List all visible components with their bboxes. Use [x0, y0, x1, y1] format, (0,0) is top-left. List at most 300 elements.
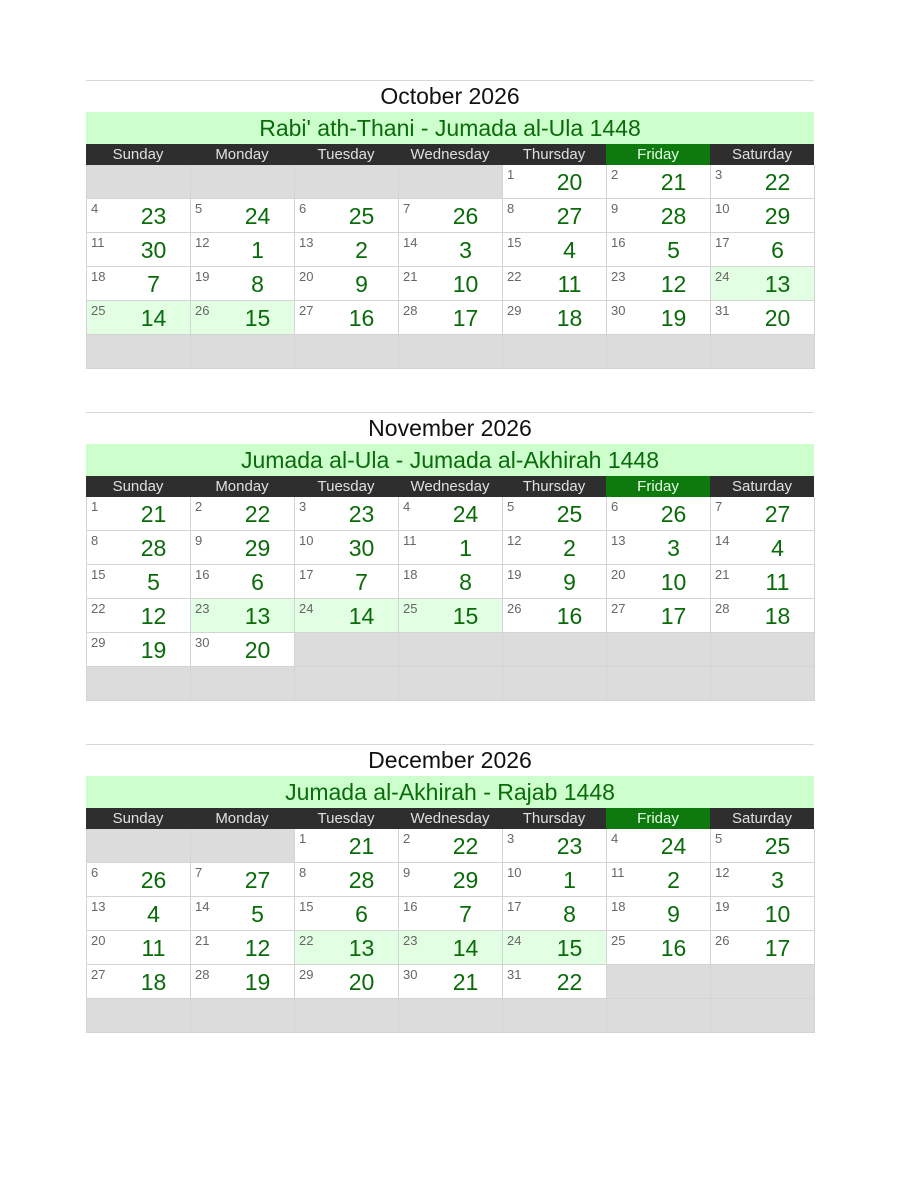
day-cell [295, 301, 399, 335]
day-cell [399, 233, 503, 267]
day-cell [295, 199, 399, 233]
hijri-day-number: 11 [765, 569, 790, 595]
day-cell [503, 829, 607, 863]
hijri-day-number: 5 [251, 901, 264, 927]
day-grid [86, 829, 814, 1033]
hijri-day-number: 4 [771, 535, 784, 561]
gregorian-day-number: 28 [403, 303, 418, 318]
highlighted-day-cell [191, 301, 295, 335]
hijri-day-number: 26 [660, 501, 687, 527]
empty-day-cell [295, 165, 399, 199]
hijri-day-number: 25 [556, 501, 583, 527]
day-cell [399, 565, 503, 599]
gregorian-day-number: 25 [403, 601, 418, 616]
gregorian-day-number: 19 [715, 899, 730, 914]
empty-day-cell [87, 667, 191, 701]
gregorian-day-number: 17 [507, 899, 522, 914]
hijri-month-title: Jumada al-Ula - Jumada al-Akhirah 1448 [86, 444, 814, 476]
hijri-day-number: 12 [244, 935, 271, 961]
highlighted-day-cell [295, 599, 399, 633]
day-cell [711, 199, 815, 233]
highlighted-day-cell [503, 931, 607, 965]
weekday-friday: Friday [606, 144, 710, 165]
hijri-day-number: 18 [140, 969, 167, 995]
hijri-day-number: 28 [348, 867, 375, 893]
gregorian-day-number: 4 [403, 499, 411, 514]
empty-day-cell [607, 965, 711, 999]
hijri-day-number: 19 [244, 969, 271, 995]
gregorian-day-number: 16 [403, 899, 418, 914]
gregorian-day-number: 1 [299, 831, 307, 846]
gregorian-day-number: 20 [91, 933, 106, 948]
hijri-day-number: 27 [244, 867, 271, 893]
month-title: October 2026 [380, 83, 520, 109]
empty-day-cell [87, 335, 191, 369]
day-cell [503, 301, 607, 335]
gregorian-day-number: 9 [195, 533, 203, 548]
gregorian-day-number: 21 [195, 933, 210, 948]
gregorian-day-number: 27 [91, 967, 106, 982]
gregorian-day-number: 18 [91, 269, 106, 284]
day-cell [711, 233, 815, 267]
empty-day-cell [711, 965, 815, 999]
hijri-day-number: 8 [563, 901, 576, 927]
day-cell [87, 565, 191, 599]
weekday-monday: Monday [190, 476, 294, 497]
empty-day-cell [87, 165, 191, 199]
gregorian-day-number: 9 [611, 201, 619, 216]
day-cell [191, 931, 295, 965]
hijri-day-number: 22 [244, 501, 271, 527]
day-cell [711, 931, 815, 965]
gregorian-day-number: 16 [611, 235, 626, 250]
day-cell [191, 897, 295, 931]
weekday-header [86, 808, 814, 829]
day-cell [399, 301, 503, 335]
weekday-header [86, 144, 814, 165]
empty-day-cell [399, 633, 503, 667]
empty-day-cell [607, 335, 711, 369]
hijri-day-number: 17 [764, 935, 791, 961]
hijri-day-number: 16 [348, 305, 375, 331]
day-cell [191, 233, 295, 267]
hijri-day-number: 24 [244, 203, 271, 229]
highlighted-day-cell [399, 931, 503, 965]
hijri-day-number: 9 [667, 901, 680, 927]
gregorian-day-number: 14 [195, 899, 210, 914]
gregorian-day-number: 8 [299, 865, 307, 880]
day-cell [87, 531, 191, 565]
month-calendar-november [86, 412, 814, 701]
gregorian-day-number: 13 [91, 899, 106, 914]
month-calendar-december [86, 744, 814, 1033]
gregorian-day-number: 9 [403, 865, 411, 880]
hijri-day-number: 5 [147, 569, 160, 595]
day-cell [607, 301, 711, 335]
hijri-day-number: 6 [771, 237, 784, 263]
hijri-day-number: 6 [251, 569, 264, 595]
gregorian-day-number: 8 [507, 201, 515, 216]
gregorian-day-number: 23 [403, 933, 418, 948]
empty-day-cell [711, 633, 815, 667]
gregorian-day-number: 19 [507, 567, 522, 582]
gregorian-day-number: 11 [611, 865, 625, 880]
day-cell [87, 863, 191, 897]
gregorian-day-number: 31 [507, 967, 522, 982]
hijri-day-number: 20 [764, 305, 791, 331]
gregorian-day-number: 26 [195, 303, 210, 318]
gregorian-day-number: 5 [195, 201, 203, 216]
hijri-day-number: 14 [348, 603, 375, 629]
day-cell [607, 497, 711, 531]
hijri-day-number: 4 [563, 237, 576, 263]
highlighted-day-cell [191, 599, 295, 633]
empty-day-cell [295, 667, 399, 701]
hijri-day-number: 27 [556, 203, 583, 229]
day-cell [503, 565, 607, 599]
weekday-thursday: Thursday [502, 476, 606, 497]
month-title: November 2026 [368, 415, 532, 441]
hijri-day-number: 7 [459, 901, 472, 927]
hijri-day-number: 22 [764, 169, 791, 195]
gregorian-day-number: 26 [715, 933, 730, 948]
day-cell [295, 233, 399, 267]
gregorian-day-number: 1 [507, 167, 515, 182]
highlighted-day-cell [87, 301, 191, 335]
weekday-tuesday: Tuesday [294, 144, 398, 165]
day-cell [191, 633, 295, 667]
hijri-day-number: 2 [667, 867, 680, 893]
hijri-day-number: 30 [140, 237, 167, 263]
day-cell [295, 829, 399, 863]
hijri-day-number: 1 [563, 867, 576, 893]
empty-day-cell [503, 335, 607, 369]
gregorian-day-number: 25 [611, 933, 626, 948]
gregorian-day-number: 15 [507, 235, 522, 250]
hijri-day-number: 16 [556, 603, 583, 629]
day-cell [295, 863, 399, 897]
day-cell [87, 497, 191, 531]
hijri-day-number: 19 [140, 637, 167, 663]
day-cell [295, 965, 399, 999]
day-cell [191, 199, 295, 233]
day-cell [87, 931, 191, 965]
gregorian-day-number: 29 [91, 635, 106, 650]
hijri-day-number: 28 [140, 535, 167, 561]
gregorian-day-number: 11 [91, 235, 105, 250]
hijri-day-number: 26 [452, 203, 479, 229]
day-cell [607, 599, 711, 633]
empty-day-cell [295, 633, 399, 667]
gregorian-day-number: 12 [715, 865, 730, 880]
empty-day-cell [191, 667, 295, 701]
day-cell [399, 863, 503, 897]
gregorian-day-number: 12 [507, 533, 522, 548]
hijri-day-number: 11 [141, 935, 166, 961]
weekday-friday: Friday [606, 476, 710, 497]
month-title: December 2026 [368, 747, 532, 773]
weekday-monday: Monday [190, 808, 294, 829]
empty-day-cell [711, 667, 815, 701]
hijri-day-number: 9 [563, 569, 576, 595]
hijri-day-number: 21 [452, 969, 479, 995]
gregorian-day-number: 15 [91, 567, 106, 582]
gregorian-day-number: 12 [195, 235, 210, 250]
gregorian-day-number: 2 [403, 831, 411, 846]
day-cell [399, 531, 503, 565]
weekday-wednesday: Wednesday [398, 144, 502, 165]
empty-day-cell [191, 999, 295, 1033]
day-cell [711, 599, 815, 633]
day-cell [87, 233, 191, 267]
empty-day-cell [399, 165, 503, 199]
day-cell [399, 267, 503, 301]
weekday-saturday: Saturday [710, 808, 814, 829]
gregorian-day-number: 23 [195, 601, 210, 616]
empty-day-cell [503, 667, 607, 701]
day-cell [87, 965, 191, 999]
day-cell [711, 301, 815, 335]
gregorian-day-number: 2 [611, 167, 619, 182]
empty-day-cell [503, 633, 607, 667]
day-cell [503, 199, 607, 233]
gregorian-day-number: 18 [611, 899, 626, 914]
gregorian-day-number: 15 [299, 899, 314, 914]
empty-day-cell [399, 999, 503, 1033]
gregorian-day-number: 18 [403, 567, 418, 582]
hijri-day-number: 19 [660, 305, 687, 331]
gregorian-day-number: 5 [715, 831, 723, 846]
day-cell [607, 233, 711, 267]
gregorian-day-number: 11 [403, 533, 417, 548]
empty-day-cell [711, 335, 815, 369]
hijri-day-number: 12 [660, 271, 687, 297]
hijri-day-number: 12 [140, 603, 167, 629]
gregorian-day-number: 29 [507, 303, 522, 318]
day-cell [607, 931, 711, 965]
hijri-day-number: 23 [140, 203, 167, 229]
empty-day-cell [87, 829, 191, 863]
day-cell [87, 633, 191, 667]
empty-day-cell [295, 335, 399, 369]
empty-day-cell [191, 165, 295, 199]
hijri-day-number: 15 [556, 935, 583, 961]
day-cell [607, 829, 711, 863]
month-calendar-october [86, 80, 814, 369]
gregorian-day-number: 16 [195, 567, 210, 582]
gregorian-day-number: 10 [715, 201, 730, 216]
gregorian-day-number: 22 [91, 601, 106, 616]
gregorian-day-number: 1 [91, 499, 99, 514]
weekday-sunday: Sunday [86, 476, 190, 497]
empty-day-cell [399, 335, 503, 369]
weekday-tuesday: Tuesday [294, 808, 398, 829]
day-cell [607, 199, 711, 233]
hijri-day-number: 21 [140, 501, 167, 527]
hijri-day-number: 26 [140, 867, 167, 893]
hijri-day-number: 23 [556, 833, 583, 859]
day-cell [295, 497, 399, 531]
hijri-month-title: Rabi' ath-Thani - Jumada al-Ula 1448 [86, 112, 814, 144]
hijri-day-number: 30 [348, 535, 375, 561]
empty-day-cell [711, 999, 815, 1033]
day-cell [295, 565, 399, 599]
gregorian-day-number: 10 [507, 865, 522, 880]
day-cell [607, 897, 711, 931]
gregorian-day-number: 27 [299, 303, 314, 318]
day-cell [295, 897, 399, 931]
day-cell [607, 267, 711, 301]
day-cell [191, 497, 295, 531]
gregorian-day-number: 27 [611, 601, 626, 616]
gregorian-day-number: 24 [507, 933, 522, 948]
day-cell [503, 599, 607, 633]
hijri-day-number: 18 [556, 305, 583, 331]
gregorian-day-number: 22 [507, 269, 522, 284]
gregorian-day-number: 3 [507, 831, 515, 846]
weekday-saturday: Saturday [710, 476, 814, 497]
day-cell [399, 829, 503, 863]
weekday-tuesday: Tuesday [294, 476, 398, 497]
weekday-friday: Friday [606, 808, 710, 829]
hijri-day-number: 16 [660, 935, 687, 961]
day-cell [607, 165, 711, 199]
day-cell [503, 965, 607, 999]
gregorian-day-number: 19 [195, 269, 210, 284]
hijri-day-number: 2 [563, 535, 576, 561]
day-cell [711, 897, 815, 931]
gregorian-day-number: 3 [299, 499, 307, 514]
gregorian-day-number: 14 [715, 533, 730, 548]
gregorian-day-number: 21 [403, 269, 418, 284]
hijri-day-number: 15 [244, 305, 271, 331]
day-cell [399, 199, 503, 233]
hijri-day-number: 1 [459, 535, 472, 561]
empty-day-cell [399, 667, 503, 701]
hijri-day-number: 11 [557, 271, 582, 297]
weekday-thursday: Thursday [502, 808, 606, 829]
hijri-day-number: 14 [452, 935, 479, 961]
day-cell [711, 863, 815, 897]
day-cell [607, 565, 711, 599]
gregorian-day-number: 26 [507, 601, 522, 616]
hijri-day-number: 28 [660, 203, 687, 229]
day-cell [711, 829, 815, 863]
hijri-day-number: 5 [667, 237, 680, 263]
gregorian-day-number: 23 [611, 269, 626, 284]
hijri-day-number: 29 [452, 867, 479, 893]
day-cell [191, 565, 295, 599]
hijri-day-number: 23 [348, 501, 375, 527]
gregorian-day-number: 25 [91, 303, 106, 318]
gregorian-day-number: 20 [299, 269, 314, 284]
gregorian-day-number: 20 [611, 567, 626, 582]
day-cell [87, 199, 191, 233]
hijri-day-number: 9 [355, 271, 368, 297]
hijri-day-number: 14 [140, 305, 167, 331]
day-cell [503, 165, 607, 199]
empty-day-cell [191, 829, 295, 863]
gregorian-day-number: 7 [195, 865, 203, 880]
gregorian-day-number: 6 [91, 865, 99, 880]
hijri-day-number: 22 [556, 969, 583, 995]
day-cell [711, 565, 815, 599]
highlighted-day-cell [295, 931, 399, 965]
day-cell [399, 965, 503, 999]
day-cell [503, 863, 607, 897]
day-cell [399, 897, 503, 931]
weekday-saturday: Saturday [710, 144, 814, 165]
gregorian-day-number: 2 [195, 499, 203, 514]
hijri-day-number: 13 [348, 935, 375, 961]
hijri-day-number: 29 [764, 203, 791, 229]
highlighted-day-cell [711, 267, 815, 301]
weekday-sunday: Sunday [86, 808, 190, 829]
hijri-day-number: 25 [348, 203, 375, 229]
day-cell [711, 165, 815, 199]
gregorian-day-number: 10 [299, 533, 314, 548]
hijri-day-number: 21 [348, 833, 375, 859]
day-cell [191, 863, 295, 897]
gregorian-day-number: 29 [299, 967, 314, 982]
hijri-day-number: 29 [244, 535, 271, 561]
empty-day-cell [607, 633, 711, 667]
hijri-day-number: 13 [244, 603, 271, 629]
hijri-day-number: 22 [452, 833, 479, 859]
day-cell [607, 863, 711, 897]
hijri-day-number: 15 [452, 603, 479, 629]
day-cell [191, 531, 295, 565]
hijri-day-number: 20 [244, 637, 271, 663]
hijri-day-number: 3 [771, 867, 784, 893]
hijri-day-number: 7 [355, 569, 368, 595]
day-cell [399, 497, 503, 531]
day-cell [87, 599, 191, 633]
day-cell [295, 267, 399, 301]
day-cell [87, 897, 191, 931]
hijri-day-number: 10 [452, 271, 479, 297]
gregorian-day-number: 8 [91, 533, 99, 548]
hijri-day-number: 20 [348, 969, 375, 995]
hijri-day-number: 13 [764, 271, 791, 297]
gregorian-day-number: 13 [611, 533, 626, 548]
day-cell [503, 233, 607, 267]
hijri-day-number: 8 [459, 569, 472, 595]
day-grid [86, 165, 814, 369]
hijri-day-number: 3 [667, 535, 680, 561]
gregorian-day-number: 3 [715, 167, 723, 182]
empty-day-cell [87, 999, 191, 1033]
hijri-day-number: 10 [764, 901, 791, 927]
day-cell [87, 267, 191, 301]
gregorian-day-number: 7 [715, 499, 723, 514]
empty-day-cell [607, 999, 711, 1033]
gregorian-day-number: 21 [715, 567, 730, 582]
hijri-day-number: 21 [660, 169, 687, 195]
gregorian-day-number: 7 [403, 201, 411, 216]
day-cell [191, 965, 295, 999]
empty-day-cell [607, 667, 711, 701]
gregorian-day-number: 17 [715, 235, 730, 250]
gregorian-day-number: 24 [299, 601, 314, 616]
gregorian-day-number: 6 [611, 499, 619, 514]
gregorian-day-number: 30 [611, 303, 626, 318]
empty-day-cell [503, 999, 607, 1033]
weekday-monday: Monday [190, 144, 294, 165]
day-cell [503, 531, 607, 565]
gregorian-day-number: 4 [91, 201, 99, 216]
gregorian-day-number: 30 [195, 635, 210, 650]
